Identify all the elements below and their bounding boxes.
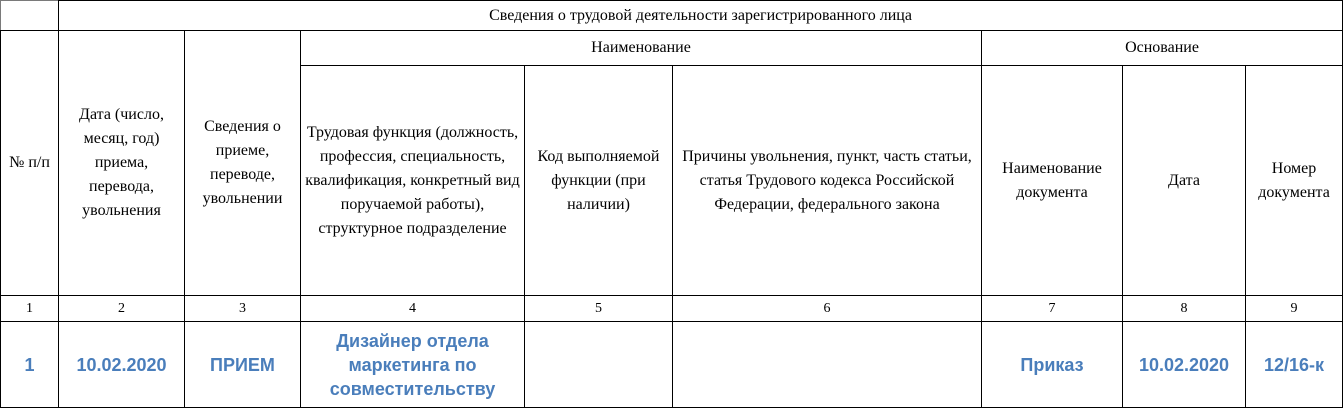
header-info: Сведения о приеме, переводе, увольнении [185, 31, 301, 296]
entry-code [525, 322, 673, 408]
header-reasons: Причины увольнения, пункт, часть статьи, статья Трудового кодекса Российской Федерации, федерального закона [673, 66, 982, 296]
header-doc-number: Номер документа [1246, 66, 1343, 296]
column-number: 9 [1246, 296, 1343, 322]
header-doc-date: Дата [1123, 66, 1246, 296]
entry-info: ПРИЕМ [185, 322, 301, 408]
group-header-name: Наименование [301, 31, 982, 66]
column-number: 4 [301, 296, 525, 322]
column-number: 2 [59, 296, 185, 322]
entry-doc-number: 12/16-к [1246, 322, 1343, 408]
entry-date: 10.02.2020 [59, 322, 185, 408]
column-number: 1 [1, 296, 59, 322]
group-header-row [1, 31, 1343, 66]
header-code: Код выполняемой функции (при наличии) [525, 66, 673, 296]
entry-number: 1 [1, 322, 59, 408]
group-header-basis: Основание [982, 31, 1343, 66]
section-title: Сведения о трудовой деятельности зарегистрированного лица [59, 1, 1343, 31]
entry-function: Дизайнер отдела маркетинга по совместительству [301, 322, 525, 408]
header-date: Дата (число, месяц, год) приема, перевода, увольнения [59, 31, 185, 296]
header-function: Трудовая функция (должность, профессия, специальность, квалификация, конкретный вид поручаемой работы), структурное подразделение [301, 66, 525, 296]
column-number: 6 [673, 296, 982, 322]
table-row [1, 322, 1343, 408]
column-number: 8 [1123, 296, 1246, 322]
entry-doc-name: Приказ [982, 322, 1123, 408]
entry-reasons [673, 322, 982, 408]
header-row-number: № п/п [1, 31, 59, 296]
column-number: 3 [185, 296, 301, 322]
column-number-row [1, 296, 1343, 322]
column-number: 5 [525, 296, 673, 322]
section-title-row [1, 1, 1343, 31]
header-doc-name: Наименование документа [982, 66, 1123, 296]
column-number: 7 [982, 296, 1123, 322]
entry-doc-date: 10.02.2020 [1123, 322, 1246, 408]
corner-blank-cell [1, 1, 59, 31]
